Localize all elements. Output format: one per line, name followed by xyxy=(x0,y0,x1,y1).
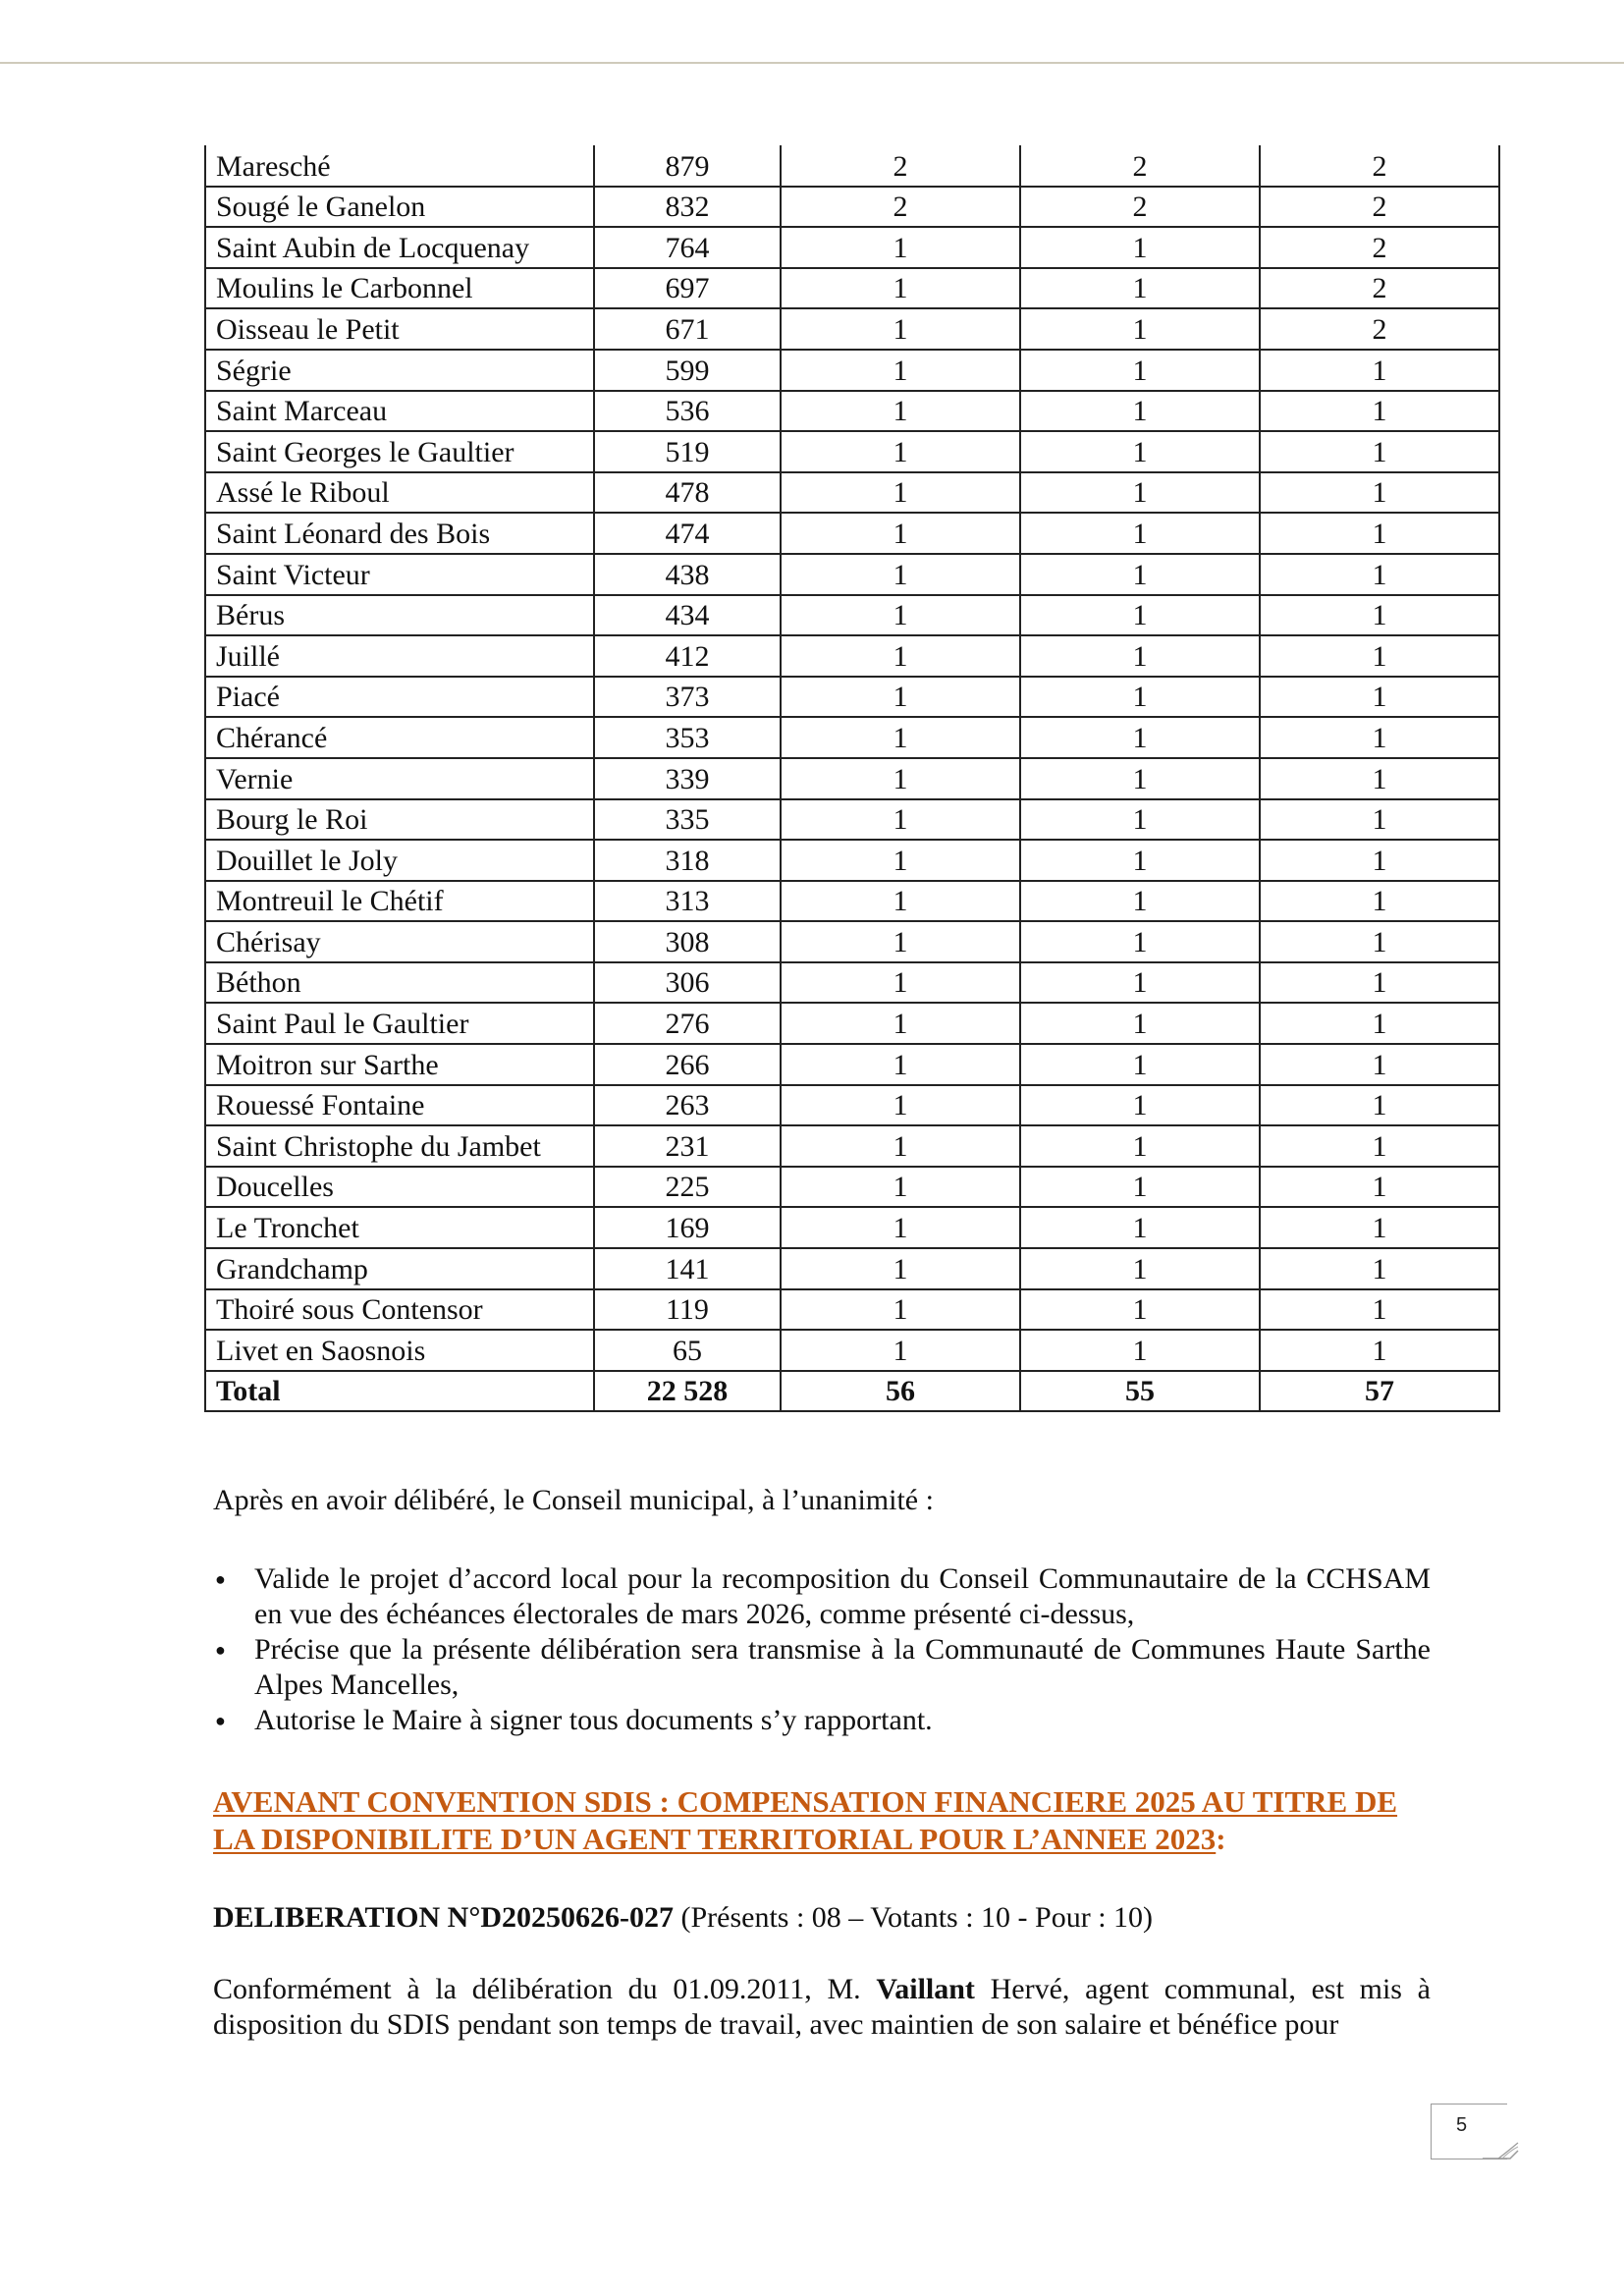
population-cell: 879 xyxy=(594,145,781,187)
agent-name: Vaillant xyxy=(876,1973,975,2005)
seats-cell: 1 xyxy=(1020,1167,1260,1208)
seats-cell: 1 xyxy=(1020,1044,1260,1085)
seats-cell: 1 xyxy=(781,1248,1020,1289)
seats-cell: 2 xyxy=(1260,227,1499,268)
seats-cell: 1 xyxy=(1020,677,1260,718)
seats-cell: 1 xyxy=(781,1125,1020,1167)
table-row xyxy=(205,1289,1499,1331)
population-cell: 671 xyxy=(594,308,781,350)
seats-cell: 1 xyxy=(1260,1125,1499,1167)
seats-cell: 1 xyxy=(1260,1167,1499,1208)
commune-cell: Piacé xyxy=(205,677,594,718)
population-cell: 764 xyxy=(594,227,781,268)
body-paragraph-part1: Conformément à la délibération du 01.09.2011, M. xyxy=(213,1973,877,2005)
table-row xyxy=(205,308,1499,350)
population-cell: 434 xyxy=(594,595,781,636)
population-cell: 412 xyxy=(594,635,781,677)
table-row xyxy=(205,1125,1499,1167)
seats-cell: 1 xyxy=(1020,595,1260,636)
seats-cell: 1 xyxy=(1260,431,1499,472)
population-cell: 22 528 xyxy=(594,1371,781,1412)
commune-cell: Douillet le Joly xyxy=(205,840,594,881)
seats-cell: 2 xyxy=(1020,187,1260,228)
body-paragraph-part2: Hervé, agent communal, est mis à disposition du SDIS pendant son temps de travail, avec maintien de son salaire et bénéfice pour xyxy=(213,1973,1431,2041)
seats-cell: 1 xyxy=(1260,717,1499,758)
table-row xyxy=(205,1044,1499,1085)
population-cell: 339 xyxy=(594,758,781,799)
seats-cell: 1 xyxy=(1260,391,1499,432)
commune-cell: Moitron sur Sarthe xyxy=(205,1044,594,1085)
seats-cell: 1 xyxy=(1020,635,1260,677)
table-row xyxy=(205,595,1499,636)
seats-cell: 1 xyxy=(1260,554,1499,595)
commune-cell: Maresché xyxy=(205,145,594,187)
population-cell: 306 xyxy=(594,962,781,1004)
seats-cell: 1 xyxy=(1260,1207,1499,1248)
section-heading xyxy=(213,1783,1431,1858)
commune-cell: Saint Georges le Gaultier xyxy=(205,431,594,472)
deliberation-number xyxy=(213,1900,1431,1936)
seats-cell: 1 xyxy=(781,758,1020,799)
population-cell: 276 xyxy=(594,1003,781,1044)
population-cell: 231 xyxy=(594,1125,781,1167)
seats-cell: 2 xyxy=(781,187,1020,228)
commune-cell: Oisseau le Petit xyxy=(205,308,594,350)
commune-cell: Béthon xyxy=(205,962,594,1004)
seats-cell: 2 xyxy=(1260,145,1499,187)
table-row xyxy=(205,1167,1499,1208)
population-cell: 438 xyxy=(594,554,781,595)
table-row xyxy=(205,840,1499,881)
table-row xyxy=(205,1207,1499,1248)
seats-cell: 1 xyxy=(781,1003,1020,1044)
commune-cell: Livet en Saosnois xyxy=(205,1330,594,1371)
seats-cell: 1 xyxy=(781,1289,1020,1331)
table-row xyxy=(205,962,1499,1004)
list-item-text: Valide le projet d’accord local pour la recomposition du Conseil Communautaire de la CCHSAM en vue des échéances électorales de mars 2026, comme présenté ci-dessus, xyxy=(254,1562,1431,1630)
population-cell: 263 xyxy=(594,1085,781,1126)
seats-cell: 1 xyxy=(1020,227,1260,268)
seats-cell: 1 xyxy=(781,308,1020,350)
seats-cell: 1 xyxy=(781,268,1020,309)
table-row xyxy=(205,187,1499,228)
commune-cell: Juillé xyxy=(205,635,594,677)
seats-cell: 55 xyxy=(1020,1371,1260,1412)
seats-cell: 1 xyxy=(1020,1289,1260,1331)
population-cell: 308 xyxy=(594,921,781,962)
list-item xyxy=(213,1703,1431,1738)
commune-cell: Saint Léonard des Bois xyxy=(205,513,594,554)
seats-cell: 1 xyxy=(781,431,1020,472)
section-heading-suffix: : xyxy=(1216,1822,1226,1856)
commune-cell: Ségrie xyxy=(205,350,594,391)
seats-cell: 1 xyxy=(1020,1125,1260,1167)
seats-cell: 1 xyxy=(1020,1248,1260,1289)
population-cell: 141 xyxy=(594,1248,781,1289)
page-number: 5 xyxy=(1456,2114,1468,2136)
population-cell: 353 xyxy=(594,717,781,758)
seats-cell: 1 xyxy=(1260,677,1499,718)
seats-cell: 1 xyxy=(781,1044,1020,1085)
table-row xyxy=(205,268,1499,309)
seats-cell: 1 xyxy=(1020,921,1260,962)
deliberation-number-label: DELIBERATION N°D20250626-027 xyxy=(213,1901,674,1934)
table-row xyxy=(205,554,1499,595)
table-row xyxy=(205,677,1499,718)
seats-cell: 1 xyxy=(781,799,1020,841)
population-cell: 474 xyxy=(594,513,781,554)
population-cell: 266 xyxy=(594,1044,781,1085)
population-cell: 478 xyxy=(594,472,781,514)
seats-cell: 1 xyxy=(781,717,1020,758)
decision-list xyxy=(213,1561,1431,1738)
commune-cell: Saint Marceau xyxy=(205,391,594,432)
seats-cell: 1 xyxy=(781,1207,1020,1248)
seats-cell: 2 xyxy=(1260,187,1499,228)
seats-cell: 1 xyxy=(1260,1330,1499,1371)
seats-cell: 1 xyxy=(781,391,1020,432)
seats-cell: 1 xyxy=(1020,268,1260,309)
seats-cell: 1 xyxy=(1260,1003,1499,1044)
seats-cell: 1 xyxy=(1260,881,1499,922)
seats-cell: 1 xyxy=(781,554,1020,595)
seats-cell: 1 xyxy=(1260,758,1499,799)
commune-cell: Assé le Riboul xyxy=(205,472,594,514)
seats-cell: 56 xyxy=(781,1371,1020,1412)
seats-cell: 1 xyxy=(781,1167,1020,1208)
seats-cell: 1 xyxy=(1260,921,1499,962)
table-row xyxy=(205,881,1499,922)
bullet-icon: ● xyxy=(215,1640,226,1660)
population-cell: 313 xyxy=(594,881,781,922)
commune-cell: Moulins le Carbonnel xyxy=(205,268,594,309)
seats-cell: 2 xyxy=(781,145,1020,187)
commune-cell: Grandchamp xyxy=(205,1248,594,1289)
population-cell: 599 xyxy=(594,350,781,391)
population-cell: 225 xyxy=(594,1167,781,1208)
table-body xyxy=(205,145,1499,1411)
deliberation-number-details: (Présents : 08 – Votants : 10 - Pour : 10) xyxy=(673,1901,1154,1934)
seats-cell: 1 xyxy=(1020,758,1260,799)
deliberation-intro: Après en avoir délibéré, le Conseil municipal, à l’unanimité : xyxy=(213,1484,934,1516)
table-row xyxy=(205,391,1499,432)
seats-cell: 1 xyxy=(781,962,1020,1004)
seats-cell: 1 xyxy=(1260,350,1499,391)
commune-cell: Montreuil le Chétif xyxy=(205,881,594,922)
seats-cell: 1 xyxy=(781,881,1020,922)
list-item xyxy=(213,1561,1431,1632)
seats-cell: 1 xyxy=(1260,1085,1499,1126)
section-heading-line1: AVENANT CONVENTION SDIS : COMPENSATION FINANCIERE 2025 AU TITRE DE xyxy=(213,1784,1398,1819)
seats-cell: 1 xyxy=(781,677,1020,718)
table-row xyxy=(205,513,1499,554)
seats-cell: 1 xyxy=(1260,840,1499,881)
seats-cell: 2 xyxy=(1260,308,1499,350)
population-cell: 169 xyxy=(594,1207,781,1248)
table-row xyxy=(205,1248,1499,1289)
commune-cell: Saint Victeur xyxy=(205,554,594,595)
table-row xyxy=(205,350,1499,391)
seats-cell: 1 xyxy=(781,840,1020,881)
table-row xyxy=(205,921,1499,962)
bullet-icon: ● xyxy=(215,1711,226,1730)
commune-cell: Bourg le Roi xyxy=(205,799,594,841)
population-cell: 519 xyxy=(594,431,781,472)
table-row xyxy=(205,635,1499,677)
commune-cell: Rouessé Fontaine xyxy=(205,1085,594,1126)
table-row xyxy=(205,1085,1499,1126)
population-cell: 318 xyxy=(594,840,781,881)
seats-cell: 1 xyxy=(781,595,1020,636)
seats-cell: 1 xyxy=(1020,472,1260,514)
seats-cell: 1 xyxy=(1020,554,1260,595)
commune-cell: Total xyxy=(205,1371,594,1412)
seats-cell: 1 xyxy=(1260,799,1499,841)
bullet-icon: ● xyxy=(215,1569,226,1589)
seats-cell: 1 xyxy=(1020,1330,1260,1371)
seats-cell: 1 xyxy=(1260,1248,1499,1289)
section-heading-line2: LA DISPONIBILITE D’UN AGENT TERRITORIAL POUR L’ANNEE 2023 xyxy=(213,1822,1217,1856)
seats-cell: 2 xyxy=(1260,268,1499,309)
commune-cell: Vernie xyxy=(205,758,594,799)
seats-cell: 1 xyxy=(1260,513,1499,554)
seats-cell: 1 xyxy=(781,1330,1020,1371)
population-cell: 119 xyxy=(594,1289,781,1331)
seats-cell: 1 xyxy=(781,1085,1020,1126)
table-row xyxy=(205,1330,1499,1371)
seats-cell: 1 xyxy=(1260,595,1499,636)
seats-cell: 57 xyxy=(1260,1371,1499,1412)
population-cell: 536 xyxy=(594,391,781,432)
commune-cell: Chérancé xyxy=(205,717,594,758)
population-cell: 65 xyxy=(594,1330,781,1371)
commune-cell: Bérus xyxy=(205,595,594,636)
top-rule xyxy=(0,62,1624,64)
seats-cell: 1 xyxy=(1260,962,1499,1004)
table-row xyxy=(205,1003,1499,1044)
seats-cell: 1 xyxy=(1020,1207,1260,1248)
table-row xyxy=(205,145,1499,187)
seats-cell: 1 xyxy=(1260,1044,1499,1085)
table-row xyxy=(205,717,1499,758)
seats-cell: 1 xyxy=(1260,635,1499,677)
table-row xyxy=(205,472,1499,514)
seats-cell: 1 xyxy=(781,227,1020,268)
seats-cell: 1 xyxy=(1260,1289,1499,1331)
population-cell: 697 xyxy=(594,268,781,309)
list-item xyxy=(213,1632,1431,1703)
population-cell: 335 xyxy=(594,799,781,841)
seats-cell: 1 xyxy=(1020,513,1260,554)
commune-cell: Thoiré sous Contensor xyxy=(205,1289,594,1331)
seats-cell: 1 xyxy=(1020,431,1260,472)
table-row xyxy=(205,431,1499,472)
seats-cell: 1 xyxy=(1260,472,1499,514)
seats-cell: 1 xyxy=(781,472,1020,514)
seats-cell: 1 xyxy=(781,921,1020,962)
seats-cell: 1 xyxy=(1020,840,1260,881)
seat-allocation-table xyxy=(204,145,1500,1412)
seats-cell: 1 xyxy=(1020,350,1260,391)
list-item-text: Autorise le Maire à signer tous documents s’y rapportant. xyxy=(254,1704,933,1736)
seats-cell: 1 xyxy=(1020,799,1260,841)
table-total-row xyxy=(205,1371,1499,1412)
commune-cell: Chérisay xyxy=(205,921,594,962)
list-item-text: Précise que la présente délibération sera transmise à la Communauté de Communes Haute Sarthe Alpes Mancelles, xyxy=(254,1633,1431,1701)
population-cell: 373 xyxy=(594,677,781,718)
table-row xyxy=(205,758,1499,799)
seats-cell: 1 xyxy=(781,513,1020,554)
commune-cell: Saint Christophe du Jambet xyxy=(205,1125,594,1167)
seats-cell: 1 xyxy=(1020,391,1260,432)
seats-cell: 2 xyxy=(1020,145,1260,187)
commune-cell: Saint Paul le Gaultier xyxy=(205,1003,594,1044)
table-row xyxy=(205,799,1499,841)
seats-cell: 1 xyxy=(781,350,1020,391)
seats-cell: 1 xyxy=(781,635,1020,677)
body-paragraph xyxy=(213,1972,1431,2043)
page-curl-icon xyxy=(1481,2129,1520,2162)
seats-cell: 1 xyxy=(1020,962,1260,1004)
seats-cell: 1 xyxy=(1020,1085,1260,1126)
population-cell: 832 xyxy=(594,187,781,228)
seats-cell: 1 xyxy=(1020,1003,1260,1044)
table-row xyxy=(205,227,1499,268)
commune-cell: Le Tronchet xyxy=(205,1207,594,1248)
seats-cell: 1 xyxy=(1020,717,1260,758)
commune-cell: Doucelles xyxy=(205,1167,594,1208)
seats-cell: 1 xyxy=(1020,308,1260,350)
seats-cell: 1 xyxy=(1020,881,1260,922)
commune-cell: Sougé le Ganelon xyxy=(205,187,594,228)
commune-cell: Saint Aubin de Locquenay xyxy=(205,227,594,268)
